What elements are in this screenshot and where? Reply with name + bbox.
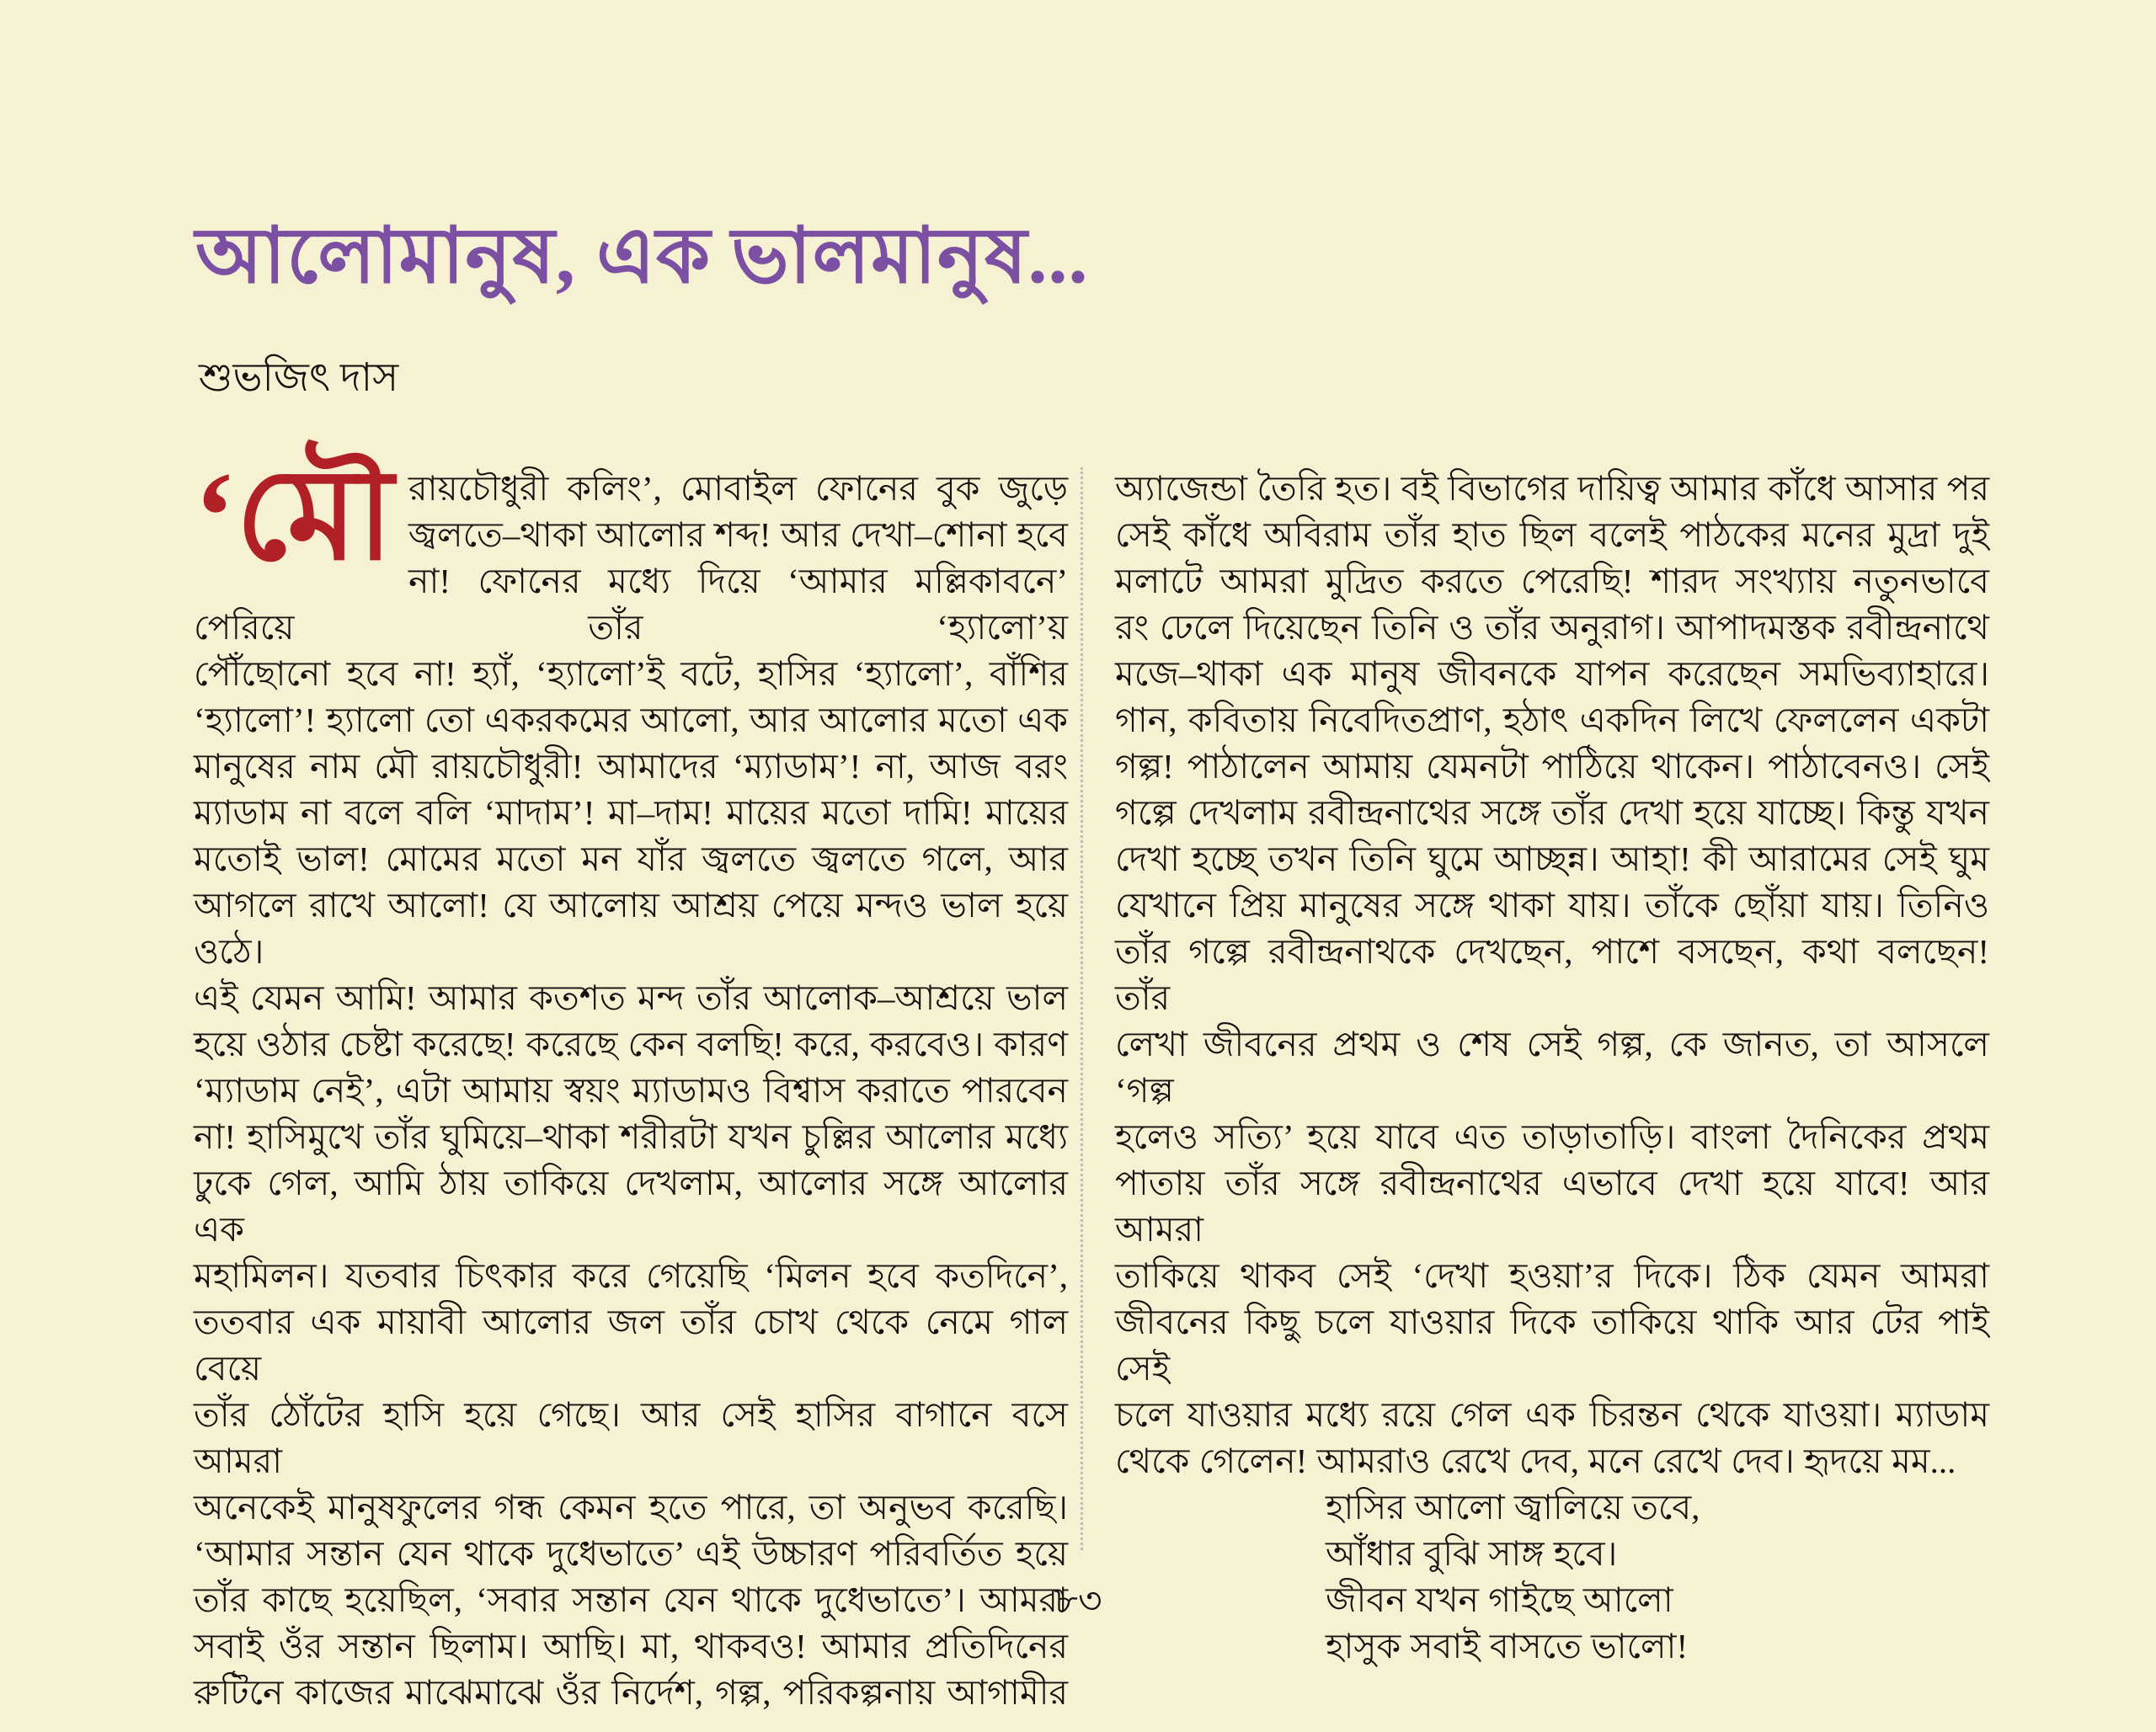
text-line: আগলে রাখে আলো! যে আলোয় আশ্রয় পেয়ে মন্দও ভাল হয়ে ওঠে। xyxy=(194,886,1068,971)
text-line: জীবন যখন গাইছে আলো xyxy=(1326,1580,1673,1619)
text-line: ততবার এক মায়াবী আলোর জল তাঁর চোখ থেকে নেমে গাল বেয়ে xyxy=(194,1303,1068,1388)
right-column-text xyxy=(1115,466,1989,1438)
text-line: জীবনের কিছু চলে যাওয়ার দিকে তাকিয়ে থাকি আর টের পাই সেই xyxy=(1115,1303,1989,1388)
text-line: ‘হ্যালো’! হ্যালো তো একরকমের আলো, আর আলোর মতো এক xyxy=(194,701,1068,739)
text-line: ঢুকে গেল, আমি ঠায় তাকিয়ে দেখলাম, আলোর সঙ্গে আলোর এক xyxy=(194,1164,1068,1249)
text-line: আঁধার বুঝি সাঙ্গ হবে। xyxy=(1326,1534,1618,1573)
text-line: না! হাসিমুখে তাঁর ঘুমিয়ে–থাকা শরীরটা যখন চুল্লির আলোর মধ্যে xyxy=(194,1117,1068,1156)
left-column-text xyxy=(194,446,1068,1716)
text-line: যেখানে প্রিয় মানুষের সঙ্গে থাকা যায়। তাঁকে ছোঁয়া যায়। তিনিও xyxy=(1115,886,1989,925)
text-line: রুটিনে কাজের মাঝেমাঝে ওঁর নির্দেশ, গল্প, পরিকল্পনায় আগামীর xyxy=(194,1673,1068,1712)
page-number: ৮৩ xyxy=(1054,1580,1102,1622)
dropcap-initial: ‘মৌ xyxy=(194,446,394,586)
text-line: তাঁর গল্পে রবীন্দ্রনাথকে দেখছেন, পাশে বসছেন, কথা বলছেন! তাঁর xyxy=(1115,932,1989,1017)
right-column-last-line: থেকে গেলেন! আমরাও রেখে দেব, মনে রেখে দেব। হৃদয়ে মম... xyxy=(1115,1442,1956,1480)
text-line: মলাটে আমরা মুদ্রিত করতে পেরেছি! শারদ সংখ্যায় নতুনভাবে xyxy=(1115,562,1989,600)
column-divider-dotted-rule xyxy=(1081,467,1083,1550)
text-line: চলে যাওয়ার মধ্যে রয়ে গেল এক চিরন্তন থেকে যাওয়া। ম্যাডাম xyxy=(1115,1395,1989,1434)
text-line: মানুষের নাম মৌ রায়চৌধুরী! আমাদের ‘ম্যাডাম’! না, আজ বরং xyxy=(194,747,1068,786)
text-line: রং ঢেলে দিয়েছেন তিনি ও তাঁর অনুরাগ। আপাদমস্তক রবীন্দ্রনাথে xyxy=(1115,608,1989,647)
text-line: গল্প! পাঠালেন আমায় যেমনটা পাঠিয়ে থাকেন। পাঠাবেনও। সেই xyxy=(1115,747,1989,786)
text-line: গল্পে দেখলাম রবীন্দ্রনাথের সঙ্গে তাঁর দেখা হয়ে যাচ্ছে। কিন্তু যখন xyxy=(1115,793,1989,832)
text-line: তাঁর কাছে হয়েছিল, ‘সবার সন্তান যেন থাকে দুধেভাতে’। আমরা xyxy=(194,1580,1068,1619)
text-line: পৌঁছোনো হবে না! হ্যাঁ, ‘হ্যালো’ই বটে, হাসির ‘হ্যালো’, বাঁশির xyxy=(194,654,1068,693)
article-title: আলোমানুষ, এক ভালমানুষ... xyxy=(195,213,1089,299)
text-line: জ্বলতে–থাকা আলোর শব্দ! আর দেখা–শোনা হবে xyxy=(408,515,1068,554)
text-line: গান, কবিতায় নিবেদিতপ্রাণ, হঠাৎ একদিন লিখে ফেললেন একটা xyxy=(1115,701,1989,739)
text-line: হলেও সত্যি’ হয়ে যাবে এত তাড়াতাড়ি। বাংলা দৈনিকের প্রথম xyxy=(1115,1117,1989,1156)
text-line: হয়ে ওঠার চেষ্টা করেছে! করেছে কেন বলছি! করে, করবেও। কারণ xyxy=(194,1025,1068,1063)
text-line: ম্যাডাম না বলে বলি ‘মাদাম’! মা–দাম! মায়ের মতো দামি! মায়ের xyxy=(194,793,1068,832)
text-line: দেখা হচ্ছে তখন তিনি ঘুমে আচ্ছন্ন। আহা! কী আরামের সেই ঘুম xyxy=(1115,839,1989,878)
right-column xyxy=(1115,466,1989,1670)
text-line: মতোই ভাল! মোমের মতো মন যাঁর জ্বলতে জ্বলতে গলে, আর xyxy=(194,839,1068,878)
article-author: শুভজিৎ দাস xyxy=(199,356,399,400)
text-line: এই যেমন আমি! আমার কতশত মন্দ তাঁর আলোক–আশ্রয়ে ভাল xyxy=(194,978,1068,1017)
text-line: তাঁর ঠোঁটের হাসি হয়ে গেছে। আর সেই হাসির বাগানে বসে আমরা xyxy=(194,1395,1068,1480)
text-line: ‘ম্যাডাম নেই’, এটা আমায় স্বয়ং ম্যাডামও বিশ্বাস করাতে পারবেন xyxy=(194,1071,1068,1110)
text-line: ‘আমার সন্তান যেন থাকে দুধেভাতে’ এই উচ্চারণ পরিবর্তিত হয়ে xyxy=(194,1534,1068,1573)
text-line: সবাই ওঁর সন্তান ছিলাম। আছি। মা, থাকবও! আমার প্রতিদিনের xyxy=(194,1627,1068,1665)
text-line: না! ফোনের মধ্যে দিয়ে ‘আমার মল্লিকাবনে’ পেরিয়ে তাঁর ‘হ্যালো’য় xyxy=(194,562,1068,647)
text-line: অ্যাজেন্ডা তৈরি হত। বই বিভাগের দায়িত্ব আমার কাঁধে আসার পর xyxy=(1115,469,1989,508)
text-line: পাতায় তাঁর সঙ্গে রবীন্দ্রনাথের এভাবে দেখা হয়ে যাবে! আর আমরা xyxy=(1115,1164,1989,1249)
text-line: রায়চৌধুরী কলিং’, মোবাইল ফোনের বুক জুড়ে xyxy=(408,469,1068,508)
text-line: হাসির আলো জ্বালিয়ে তবে, xyxy=(1326,1488,1700,1527)
text-line: মহামিলন। যতবার চিৎকার করে গেয়েছি ‘মিলন হবে কতদিনে’, xyxy=(194,1256,1068,1295)
text-line: মজে–থাকা এক মানুষ জীবনকে যাপন করেছেন সমভিব্যাহারে। xyxy=(1115,654,1989,693)
text-line: লেখা জীবনের প্রথম ও শেষ সেই গল্প, কে জানত, তা আসলে ‘গল্প xyxy=(1115,1025,1989,1110)
text-line: অনেকেই মানুষফুলের গন্ধ কেমন হতে পারে, তা অনুভব করেছি। xyxy=(194,1488,1068,1527)
text-line: সেই কাঁধে অবিরাম তাঁর হাত ছিল বলেই পাঠকের মনের মুদ্রা দুই xyxy=(1115,515,1989,554)
left-column xyxy=(194,446,1068,1716)
text-line: তাকিয়ে থাকব সেই ‘দেখা হওয়া’র দিকে। ঠিক যেমন আমরা xyxy=(1115,1256,1989,1295)
text-line: হাসুক সবাই বাসতে ভালো! xyxy=(1326,1627,1689,1665)
